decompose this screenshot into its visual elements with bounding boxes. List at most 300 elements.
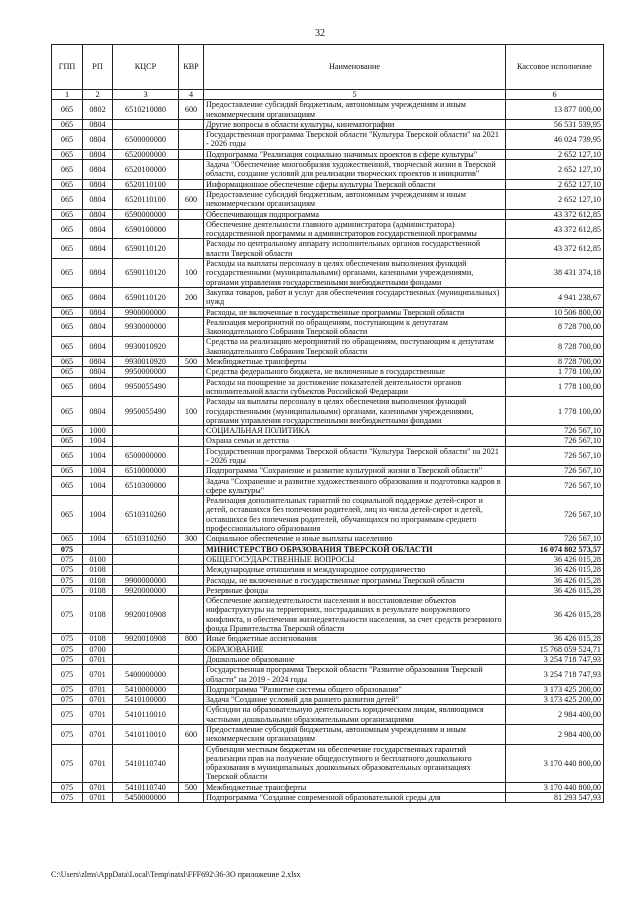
cell-rp: 0804 [83,377,113,397]
cell-name: Расходы на выплаты персоналу в целях обеспечения выполнения функций государственными (муниципальными) органами, казенными учреждениями, органами управления государственными внебюджетными фондами [204,397,506,426]
table-row [52,317,604,337]
cell-name: Реализация мероприятий по обращениям, поступающим к депутатам Законодательного Собрания Тверской области [204,317,506,337]
table-row [52,130,604,150]
cell-amount: 3 173 425 200,00 [506,684,604,694]
cell-kvr: 600 [179,100,204,120]
cell-name: Обеспечение жизнедеятельности населения и восстановление объектов инфраструктуры на территориях, пострадавших в результате вооруженного конфликта, и обеспечения жизнедеятельности населения, за счет средств резервного фонда Правительства Тверской области [204,596,506,634]
cell-gpp: 065 [52,189,83,209]
cell-kcsr: 6590110120 [113,239,179,259]
table-row [52,705,604,725]
cell-kvr [179,596,204,634]
cell-gpp: 075 [52,565,83,575]
cell-amount: 3 173 425 200,00 [506,695,604,705]
cell-kvr [179,337,204,357]
table-row [52,367,604,377]
cell-gpp: 065 [52,436,83,446]
table-row [52,179,604,189]
cell-kcsr: 5410110740 [113,744,179,782]
cell-rp: 0804 [83,219,113,239]
cell-kcsr [113,554,179,564]
cell-amount: 726 567,10 [506,426,604,436]
cell-amount: 36 426 015,28 [506,634,604,644]
cell-name: Государственная программа Тверской области "Развитие образования Тверской области" на 2019 - 2024 годы [204,665,506,685]
cell-gpp: 065 [52,337,83,357]
cell-kcsr: 6510310260 [113,534,179,544]
cell-rp: 0804 [83,357,113,367]
cell-gpp: 075 [52,654,83,664]
cell-name: Государственная программа Тверской области "Культура Тверской области" на 2021 - 2026 годы [204,446,506,466]
cell-rp: 0700 [83,644,113,654]
cell-gpp: 075 [52,544,83,554]
cell-rp: 0804 [83,367,113,377]
cell-gpp: 065 [52,239,83,259]
cell-name: СОЦИАЛЬНАЯ ПОЛИТИКА [204,426,506,436]
table-row [52,149,604,159]
cell-amount: 36 426 015,28 [506,585,604,595]
cell-amount: 56 531 539,95 [506,119,604,129]
cell-rp: 0804 [83,259,113,288]
cell-kcsr: 9930010920 [113,337,179,357]
cell-gpp: 065 [52,287,83,307]
cell-gpp: 065 [52,496,83,534]
cell-gpp: 065 [52,426,83,436]
cell-rp: 0701 [83,684,113,694]
cell-amount: 8 728 700,00 [506,317,604,337]
cell-rp: 0804 [83,337,113,357]
index-cell: 1 [52,90,83,100]
cell-kcsr [113,565,179,575]
cell-rp: 0701 [83,725,113,745]
cell-kcsr: 9930010920 [113,357,179,367]
cell-amount: 2 652 127,10 [506,149,604,159]
cell-gpp: 075 [52,644,83,654]
cell-rp: 0701 [83,665,113,685]
cell-gpp: 065 [52,100,83,120]
cell-gpp: 075 [52,554,83,564]
cell-kcsr: 6590100000 [113,219,179,239]
cell-gpp: 065 [52,179,83,189]
cell-kcsr: 5410000000 [113,684,179,694]
table-row [52,100,604,120]
cell-rp: 0701 [83,793,113,803]
table-row [52,219,604,239]
cell-amount: 15 768 059 524,71 [506,644,604,654]
cell-rp: 0804 [83,307,113,317]
cell-kvr [179,665,204,685]
table-row [52,596,604,634]
footer-file-path: C:\Users\zlms\AppData\Local\Temp\natsl\FFF692\36-ЗО приложение 2.xlsx [51,870,301,879]
cell-amount: 726 567,10 [506,436,604,446]
cell-kcsr: 6500000000 [113,130,179,150]
index-cell: 6 [506,90,604,100]
cell-kcsr [113,426,179,436]
cell-rp: 0701 [83,695,113,705]
cell-kvr [179,554,204,564]
cell-kvr [179,575,204,585]
cell-rp [83,544,113,554]
cell-kvr: 800 [179,634,204,644]
cell-kvr [179,695,204,705]
table-row [52,695,604,705]
table-row [52,725,604,745]
index-cell: 4 [179,90,204,100]
cell-gpp: 065 [52,130,83,150]
header-kvr: КВР [179,45,204,90]
cell-name: ОБЩЕГОСУДАРСТВЕННЫЕ ВОПРОСЫ [204,554,506,564]
cell-kcsr: 5410110740 [113,782,179,792]
cell-name: Подпрограмма "Развитие системы общего образования" [204,684,506,694]
cell-rp: 0804 [83,317,113,337]
cell-kvr [179,496,204,534]
table-row [52,426,604,436]
cell-kcsr: 5450000000 [113,793,179,803]
cell-name: Средства на реализацию мероприятий по обращениям, поступающим к депутатам Законодательного Собрания Тверской области [204,337,506,357]
cell-amount: 2 652 127,10 [506,189,604,209]
cell-kcsr: 6510210080 [113,100,179,120]
cell-amount: 726 567,10 [506,466,604,476]
table-row [52,466,604,476]
cell-gpp: 075 [52,575,83,585]
cell-kvr [179,705,204,725]
table-row [52,259,604,288]
cell-name: Предоставление субсидий бюджетным, автономным учреждениям и иным некоммерческим организациям [204,100,506,120]
cell-kvr: 300 [179,534,204,544]
cell-name: Расходы на поощрение за достижение показателей деятельности органов исполнительной власти субъектов Российской Федерации [204,377,506,397]
table-row [52,554,604,564]
cell-kcsr [113,654,179,664]
cell-rp: 0804 [83,209,113,219]
table-row [52,446,604,466]
cell-name: Межбюджетные трансферты [204,782,506,792]
cell-rp: 0804 [83,149,113,159]
cell-name: Социальное обеспечение и иные выплаты населению [204,534,506,544]
cell-kcsr [113,544,179,554]
cell-name: Подпрограмма "Сохранение и развитие культурной жизни в Тверской области" [204,466,506,476]
cell-amount: 36 426 015,28 [506,575,604,585]
cell-name: Дошкольное образование [204,654,506,664]
cell-name: Государственная программа Тверской области "Культура Тверской области" на 2021 - 2026 годы [204,130,506,150]
cell-kvr [179,130,204,150]
cell-name: Другие вопросы в области культуры, кинематографии [204,119,506,129]
cell-gpp: 065 [52,534,83,544]
budget-table [51,44,604,803]
cell-kvr: 200 [179,287,204,307]
cell-gpp: 075 [52,725,83,745]
cell-kcsr: 6590000000 [113,209,179,219]
table-row [52,575,604,585]
cell-name: Межбюджетные трансферты [204,357,506,367]
cell-amount: 8 728 700,00 [506,337,604,357]
cell-amount: 3 170 440 800,00 [506,744,604,782]
index-cell: 3 [113,90,179,100]
cell-kvr [179,654,204,664]
cell-amount: 726 567,10 [506,496,604,534]
cell-gpp: 065 [52,149,83,159]
table-row [52,496,604,534]
table-row [52,397,604,426]
cell-kvr [179,209,204,219]
cell-amount: 43 372 612,85 [506,219,604,239]
cell-kcsr: 6520110100 [113,179,179,189]
cell-name: Предоставление субсидий бюджетным, автономным учреждениям и иным некоммерческим организациям [204,725,506,745]
table-row [52,119,604,129]
cell-amount: 16 074 802 573,57 [506,544,604,554]
cell-rp: 0804 [83,160,113,180]
cell-amount: 1 778 100,00 [506,377,604,397]
cell-rp: 0701 [83,705,113,725]
table-row [52,476,604,496]
cell-gpp: 075 [52,705,83,725]
cell-rp: 0804 [83,179,113,189]
cell-amount: 43 372 612,85 [506,239,604,259]
table-row [52,287,604,307]
header-execution: Кассовое исполнение [506,45,604,90]
cell-amount: 43 372 612,85 [506,209,604,219]
cell-amount: 1 778 100,00 [506,397,604,426]
cell-rp: 0804 [83,130,113,150]
cell-kvr [179,565,204,575]
cell-gpp: 075 [52,665,83,685]
table-row [52,307,604,317]
cell-name: Информационное обеспечение сферы культуры Тверской области [204,179,506,189]
cell-gpp: 065 [52,219,83,239]
table-row [52,585,604,595]
cell-rp: 0804 [83,287,113,307]
cell-rp: 1000 [83,426,113,436]
table-row [52,684,604,694]
cell-kcsr: 5410100000 [113,695,179,705]
cell-amount: 38 431 374,18 [506,259,604,288]
cell-name: Расходы, не включенные в государственные программы Тверской области [204,307,506,317]
table-row [52,654,604,664]
cell-gpp: 075 [52,596,83,634]
cell-amount: 726 567,10 [506,476,604,496]
cell-name: МИНИСТЕРСТВО ОБРАЗОВАНИЯ ТВЕРСКОЙ ОБЛАСТИ [204,544,506,554]
cell-name: Подпрограмма "Создание современной образовательной среды для [204,793,506,803]
cell-gpp: 065 [52,446,83,466]
cell-name: Задача "Сохранение и развитие художественного образования и подготовка кадров в сфере культуры" [204,476,506,496]
cell-gpp: 075 [52,782,83,792]
table-row [52,534,604,544]
cell-gpp: 065 [52,466,83,476]
cell-kvr [179,476,204,496]
table-row [52,782,604,792]
cell-kcsr: 6510310260 [113,496,179,534]
cell-amount: 8 728 700,00 [506,357,604,367]
cell-kvr [179,239,204,259]
cell-name: Предоставление субсидий бюджетным, автономным учреждениям и иным некоммерческим организациям [204,189,506,209]
cell-kvr [179,219,204,239]
cell-kvr: 600 [179,189,204,209]
table-row [52,744,604,782]
cell-amount: 81 293 547,93 [506,793,604,803]
cell-kvr [179,179,204,189]
cell-amount: 13 877 000,00 [506,100,604,120]
cell-name: Субсидии на образовательную деятельность юридическим лицам, являющимся частными дошкольными образовательными организациями [204,705,506,725]
cell-rp: 0701 [83,782,113,792]
cell-rp: 0804 [83,239,113,259]
cell-rp: 0108 [83,596,113,634]
cell-rp: 0701 [83,654,113,664]
cell-name: Обеспечивающая подпрограмма [204,209,506,219]
cell-name: Иные бюджетные ассигнования [204,634,506,644]
cell-name: Обеспечение деятельности главного администратора (администратора) государственной программы и администраторов государственной программы [204,219,506,239]
table-row [52,189,604,209]
cell-rp: 1004 [83,476,113,496]
cell-kvr [179,585,204,595]
table-header-row [52,45,604,90]
cell-name: Расходы, не включенные в государственные программы Тверской области [204,575,506,585]
cell-amount: 4 941 238,67 [506,287,604,307]
cell-amount: 726 567,10 [506,446,604,466]
cell-kvr [179,544,204,554]
cell-name: Субвенции местным бюджетам на обеспечение государственных гарантий реализации прав на получение общедоступного и бесплатного дошкольного образования в муниципальных дошкольных образовательных организациях Тверской области [204,744,506,782]
cell-kvr: 500 [179,782,204,792]
cell-kcsr: 6510300000 [113,476,179,496]
cell-kvr [179,367,204,377]
cell-amount: 46 024 739,95 [506,130,604,150]
cell-gpp: 075 [52,684,83,694]
cell-gpp: 065 [52,367,83,377]
cell-kcsr: 6510000000 [113,466,179,476]
cell-amount: 36 426 015,28 [506,554,604,564]
table-row [52,209,604,219]
table-row [52,544,604,554]
cell-name: Средства федерального бюджета, не включенные в государственные [204,367,506,377]
cell-gpp: 065 [52,209,83,219]
cell-amount: 726 567,10 [506,534,604,544]
cell-kcsr: 9900000000 [113,575,179,585]
table-row [52,665,604,685]
column-index-row [52,90,604,100]
cell-rp: 0804 [83,119,113,129]
cell-gpp: 075 [52,695,83,705]
cell-gpp: 065 [52,119,83,129]
table-row [52,644,604,654]
cell-amount: 1 778 100,00 [506,367,604,377]
cell-kvr [179,426,204,436]
cell-kcsr [113,644,179,654]
cell-kvr: 100 [179,397,204,426]
cell-amount: 10 506 800,00 [506,307,604,317]
cell-name: Реализация дополнительных гарантий по социальной поддержке детей-сирот и детей, оставшихся без попечения родителей, лиц из числа детей-сирот и детей, оставшихся без попечения родителей, обучающихся по программам среднего профессионального образования [204,496,506,534]
cell-rp: 0701 [83,744,113,782]
cell-kcsr: 5400000000 [113,665,179,685]
cell-kcsr: 5410110010 [113,705,179,725]
cell-kvr [179,466,204,476]
cell-gpp: 065 [52,307,83,317]
cell-gpp: 075 [52,744,83,782]
cell-kvr [179,446,204,466]
cell-gpp: 065 [52,377,83,397]
cell-name: Расходы на выплаты персоналу в целях обеспечения выполнения функций государственными (муниципальными) органами, казенными учреждениями, органами управления государственными внебюджетными фондами [204,259,506,288]
cell-gpp: 065 [52,397,83,426]
cell-rp: 0108 [83,575,113,585]
cell-kvr: 500 [179,357,204,367]
cell-rp: 0108 [83,634,113,644]
cell-rp: 1004 [83,436,113,446]
cell-rp: 1004 [83,466,113,476]
cell-kcsr: 9950000000 [113,367,179,377]
cell-rp: 1004 [83,534,113,544]
cell-kvr: 600 [179,725,204,745]
cell-kcsr: 6590110120 [113,287,179,307]
cell-kvr [179,149,204,159]
table-row [52,436,604,446]
table-row [52,634,604,644]
cell-kvr: 100 [179,259,204,288]
cell-kvr [179,377,204,397]
cell-name: Расходы по центральному аппарату исполнительных органов государственной власти Тверской области [204,239,506,259]
index-cell: 5 [204,90,506,100]
cell-kcsr: 6520110100 [113,189,179,209]
table-row [52,793,604,803]
cell-kcsr: 6590110120 [113,259,179,288]
cell-kvr [179,317,204,337]
cell-kcsr: 9950055490 [113,397,179,426]
table-row [52,357,604,367]
cell-rp: 1004 [83,446,113,466]
table-row [52,377,604,397]
cell-kvr [179,744,204,782]
table-row [52,565,604,575]
cell-name: Закупка товаров, работ и услуг для обеспечения государственных (муниципальных) нужд [204,287,506,307]
cell-kcsr: 9900000000 [113,307,179,317]
cell-kvr [179,684,204,694]
header-name: Наименование [204,45,506,90]
cell-rp: 0802 [83,100,113,120]
cell-gpp: 065 [52,160,83,180]
index-cell: 2 [83,90,113,100]
cell-gpp: 065 [52,357,83,367]
cell-name: ОБРАЗОВАНИЕ [204,644,506,654]
cell-amount: 2 652 127,10 [506,160,604,180]
cell-kvr [179,160,204,180]
cell-amount: 2 984 400,00 [506,725,604,745]
cell-rp: 0108 [83,585,113,595]
cell-rp: 0804 [83,189,113,209]
cell-amount: 2 652 127,10 [506,179,604,189]
cell-name: Резервные фонды [204,585,506,595]
cell-gpp: 075 [52,585,83,595]
header-kcsr: КЦСР [113,45,179,90]
cell-kvr [179,793,204,803]
cell-kcsr: 6520100000 [113,160,179,180]
table-row [52,337,604,357]
cell-kcsr [113,436,179,446]
cell-name: Охрана семьи и детства [204,436,506,446]
cell-amount: 3 254 718 747,93 [506,665,604,685]
cell-rp: 0108 [83,565,113,575]
cell-kcsr: 6520000000 [113,149,179,159]
cell-kcsr: 5410110010 [113,725,179,745]
page-number: 32 [315,28,325,39]
cell-kcsr: 9920010908 [113,634,179,644]
cell-rp: 0100 [83,554,113,564]
cell-kcsr: 9920010908 [113,596,179,634]
cell-amount: 36 426 015,28 [506,596,604,634]
cell-kcsr: 6500000000 [113,446,179,466]
cell-name: Подпрограмма "Реализация социально значимых проектов в сфере культуры" [204,149,506,159]
header-gpp: ГПП [52,45,83,90]
cell-kcsr: 9950055490 [113,377,179,397]
cell-kcsr [113,119,179,129]
table-row [52,239,604,259]
cell-kvr [179,119,204,129]
cell-gpp: 075 [52,634,83,644]
cell-kcsr: 9930000000 [113,317,179,337]
cell-amount: 3 170 440 800,00 [506,782,604,792]
